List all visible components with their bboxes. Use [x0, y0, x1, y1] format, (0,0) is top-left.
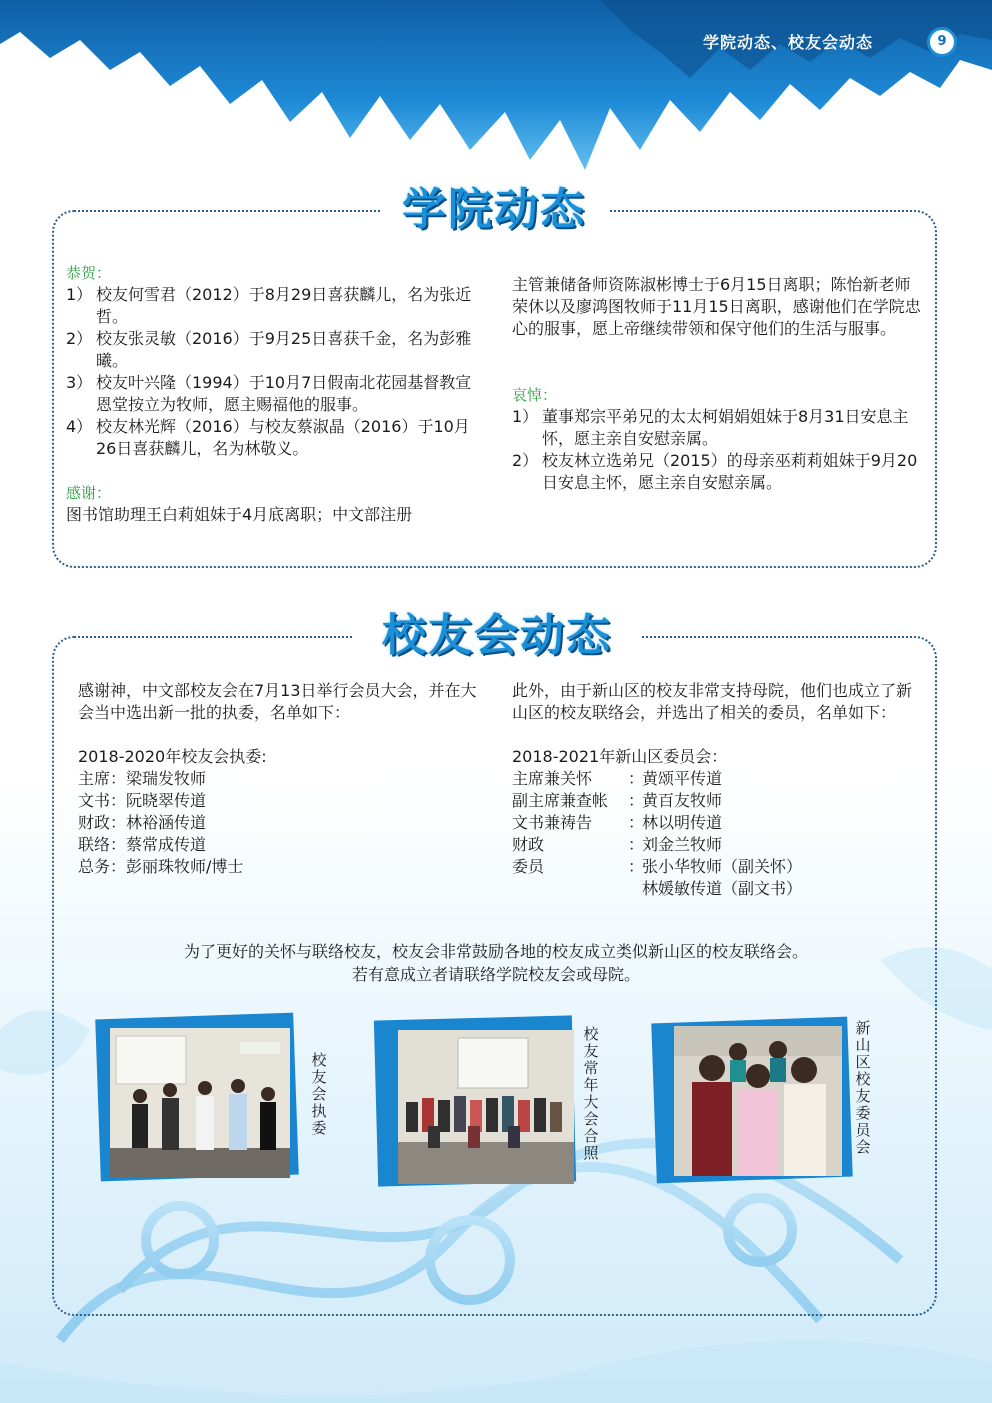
region-row: 财政 ： 刘金兰牧师: [512, 835, 723, 854]
photo-regional-committee: [654, 1014, 871, 1186]
committee-row: 总务 ： 彭丽珠牧师/博士: [78, 857, 244, 876]
committee-row: 文书 ： 阮晓翠传道: [78, 791, 207, 810]
region-row: 文书兼祷告 ： 林以明传道: [512, 813, 723, 832]
closing-line-2: 若有意成立者请联络学院校友会或母院。: [351, 965, 640, 984]
photo-caption: 校友常年大会合照: [583, 1025, 599, 1162]
mourning-item: 2） 校友林立选弟兄（2015）的母亲巫莉莉姐妹于9月20日安息主怀，愿主亲自安慰亲属。: [512, 451, 918, 492]
photo-image: [110, 1028, 290, 1178]
congrats-item: 2） 校友张灵敏（2016）于9月25日喜获千金，名为彭雅曦。: [66, 329, 472, 370]
region-row: 主席兼关怀 ： 黄颂平传道: [512, 769, 723, 788]
thanks-label: 感谢：: [66, 484, 112, 502]
mourning-label: 哀悼：: [512, 386, 558, 404]
photo-caption: 校友会执委: [311, 1051, 327, 1137]
region-committee-title: 2018-2021年新山区委员会：: [512, 747, 728, 766]
alumni-news-title: 校友会动态: [352, 606, 642, 666]
mourning-item: 1） 董事郑宗平弟兄的太太柯娟娟姐妹于8月31日安息主怀，愿主亲自安慰亲属。: [512, 407, 909, 448]
photo-image: [674, 1026, 842, 1176]
running-header-title: 学院动态、校友会动态: [703, 33, 874, 52]
committee-roster: [78, 768, 480, 878]
region-row: 副主席兼查帐 ： 黄百友牧师: [512, 791, 723, 810]
photo-image: [398, 1030, 574, 1184]
committee-row: 主席 ： 梁瑞发牧师: [78, 769, 207, 788]
alumni-left-column: [78, 680, 480, 878]
academy-news-title: 学院动态: [380, 180, 608, 240]
committee-row: 联络 ： 蔡常成传道: [78, 835, 207, 854]
academy-right-column: [512, 274, 924, 494]
alumni-intro-left: 感谢神，中文部校友会在7月13日举行会员大会，并在大会当中选出新一批的执委，名单如下：: [78, 681, 477, 722]
closing-note: [60, 940, 932, 986]
region-row: 林媛敏传道（副文书）: [642, 879, 803, 898]
congrats-item: 1） 校友何雪君（2012）于8月29日喜获麟儿，名为张近哲。: [66, 285, 472, 326]
closing-line-1: 为了更好的关怀与联络校友，校友会非常鼓励各地的校友成立类似新山区的校友联络会。: [183, 942, 808, 961]
alumni-intro-right: 此外，由于新山区的校友非常支持母院，他们也成立了新山区的校友联络会，并选出了相关的委员，名单如下：: [512, 681, 913, 722]
committee-title: 2018-2020年校友会执委:: [78, 747, 267, 766]
region-row: 委员 ： 张小华牧师（副关怀）: [512, 857, 803, 876]
congrats-item: 4） 校友林光辉（2016）与校友蔡淑晶（2016）于10月26日喜获麟儿，名为林敬义。: [66, 417, 470, 458]
photo-annual-meeting: [376, 1016, 599, 1188]
photo-caption: 新山区校友委员会: [855, 1019, 871, 1156]
page-number-badge: 9: [927, 27, 957, 57]
congrats-item: 3） 校友叶兴隆（1994）于10月7日假南北花园基督教宣恩堂按立为牧师，愿主赐福他的服事。: [66, 373, 472, 414]
region-roster: [512, 768, 924, 900]
photo-alumni-executive: [98, 1016, 327, 1184]
thanks-text-left: 图书馆助理王白莉姐妹于4月底离职；中文部注册: [66, 505, 413, 524]
academy-left-column: [66, 262, 482, 526]
committee-row: 财政 ： 林裕涵传道: [78, 813, 207, 832]
alumni-right-column: [512, 680, 924, 900]
congrats-label: 恭贺：: [66, 264, 112, 282]
thanks-text-right: 主管兼储备师资陈淑彬博士于6月15日离职；陈怡新老师荣休以及廖鸿图牧师于11月15日离职，感谢他们在学院忠心的服事，愿上帝继续带领和保守他们的生活与服事。: [512, 275, 921, 338]
